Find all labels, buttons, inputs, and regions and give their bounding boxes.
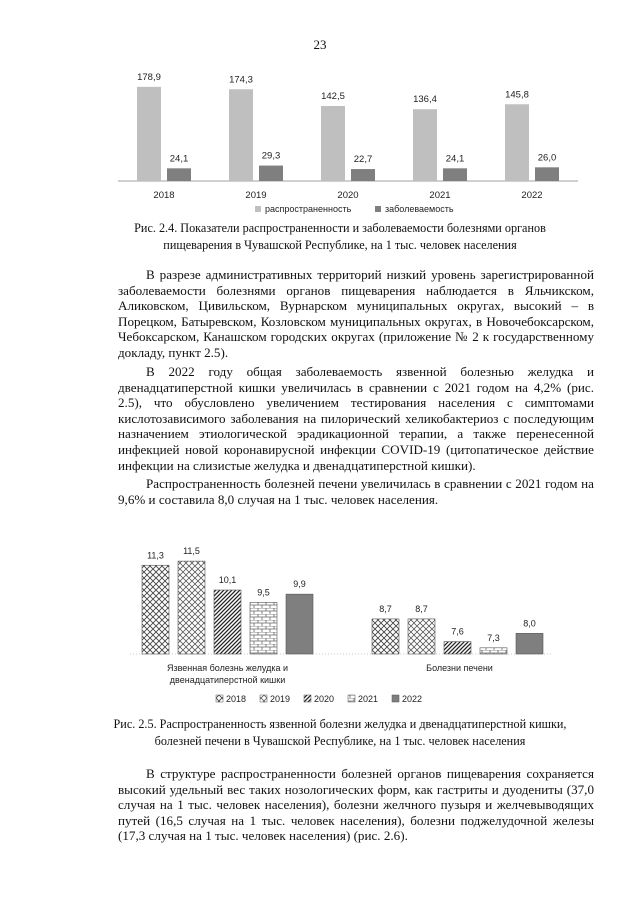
legend-label: 2022 [402,694,423,704]
legend-label: 2019 [270,694,291,704]
bar-ulcer-2019 [178,561,205,654]
legend-swatch [255,206,261,212]
bar-ulcer-2020 [214,590,241,654]
x-tick-label: 2021 [429,190,451,201]
legend-label: 2020 [314,694,335,704]
data-label: 11,3 [147,550,164,561]
bar-prevalence-2022 [505,104,529,181]
bar-ulcer-2021 [250,602,277,654]
data-label: 142,5 [321,91,345,102]
paragraph-4 [118,766,594,844]
paragraph-4-text: В структуре распространенности болезней органов пищеварения сохраняется высокий удельный вес таких нозологических форм, как гастриты и дуодениты (37,0 случая на 1 тыс. человек населения), болезни желчного пузыря и желчевыводящих путей (16,5 случая на 1 тыс. человек населения), болезни поджелудочной железы (17,3 случая на 1 тыс. человек населения) (рис. 2.6). [118,766,594,844]
x-tick-label: 2019 [245,190,267,201]
bar-liver-2021 [480,648,507,654]
data-label: 24,1 [445,153,465,165]
data-label: 136,4 [413,94,437,106]
data-label: 174,3 [229,74,253,86]
x-tick-label: 2020 [337,190,359,201]
bar-liver-2019 [408,619,435,654]
x-tick-label: 2022 [521,190,543,201]
bar-incidence-2019 [259,166,283,181]
paragraph-1 [118,267,594,361]
figure-caption-2-4: Рис. 2.4. Показатели распространенности и заболеваемости болезнями органов пищеварения в Чувашской Республике, на 1 тыс. человек населения [134,221,546,252]
bar-ulcer-2018 [142,565,169,654]
data-label: 178,9 [137,71,161,83]
paragraph-2 [118,364,594,473]
bar-incidence-2021 [443,168,467,181]
bar-prevalence-2021 [413,109,437,181]
page-number: 23 [313,37,327,52]
legend-label: 2021 [358,694,379,704]
legend-swatch [375,206,381,212]
bar-prevalence-2018 [137,87,161,181]
data-label: 9,5 [257,587,270,598]
data-label: 145,8 [505,89,529,101]
paragraph-3-text: Распространенность болезней печени увеличилась в сравнении с 2021 годом на 9,6% и составила 8,0 случая на 1 тыс. человек населения. [118,476,594,507]
data-label: 11,5 [183,546,200,557]
paragraph-1-text: В разрезе административных территорий низкий уровень зарегистрированной заболеваемости болезнями органов пищеварения наблюдается в Яльчикском, Аликовском, Цивильском, Вурнарском муниципальных округах, высокий – в Порецком, Батыревском, Козловском муниципальных округах, в Новочебоксарском, Чебоксарском, Канашском городских округах (приложение № 2 к государственному докладу, пункт 2.5). [118,267,594,360]
legend-label: 2018 [226,694,247,704]
data-label: 8,7 [379,603,392,614]
legend-swatch [348,695,355,702]
data-label: 8,0 [523,618,536,629]
data-label: 22,7 [353,154,373,166]
bar-ulcer-2022 [286,594,313,654]
bar-liver-2020 [444,642,471,654]
paragraph-3 [118,476,594,507]
figure-caption-2-5: Рис. 2.5. Распространенность язвенной болезни желудка и двенадцатиперстной кишки, болезней печени в Чувашской Республике, на 1 тыс. человек населения [113,717,567,748]
bar-incidence-2018 [167,168,191,181]
x-tick-label: 2018 [153,190,175,201]
data-label: 7,6 [451,626,464,637]
legend-label: распространенность [265,204,352,214]
legend-swatch [260,695,267,702]
bar-liver-2018 [372,619,399,654]
group-label: Болезни печени [426,663,493,673]
data-label: 7,3 [487,632,500,643]
bar-liver-2022 [516,633,543,654]
chart-ulcer-liver [0,530,640,710]
data-label: 9,9 [293,579,306,590]
group-label: Язвенная болезнь желудка и [166,663,289,673]
data-label: 8,7 [415,603,428,614]
bar-prevalence-2019 [229,89,253,181]
legend-swatch [304,695,311,702]
data-label: 29,3 [261,150,281,162]
legend-label: заболеваемость [385,204,454,214]
data-label: 26,0 [537,152,557,164]
paragraph-2-text: В 2022 году общая заболеваемость язвенной болезнью желудка и двенадцатиперстной кишки увеличилась в сравнении с 2021 годом на 4,2% (рис. 2.5), что обусловлено увеличением тестирования населения с симптомами кислотозависимого заболевания на пилорический хеликобактериоз с последующим назначением этиологической эрадикационной терапии, а также перенесенной инфекцией новой коронавирусной инфекции COVID-19 (цитопатическое действие инфекции на слизистые желудка и двенадцатиперстной кишки). [118,364,594,473]
bar-prevalence-2020 [321,106,345,181]
bar-incidence-2020 [351,169,375,181]
bar-incidence-2022 [535,167,559,181]
legend-swatch [392,695,399,702]
data-label: 10,1 [218,575,237,586]
legend-swatch [216,695,223,702]
data-label: 24,1 [169,153,189,165]
group-label: двенадцатиперстной кишки [169,675,286,685]
